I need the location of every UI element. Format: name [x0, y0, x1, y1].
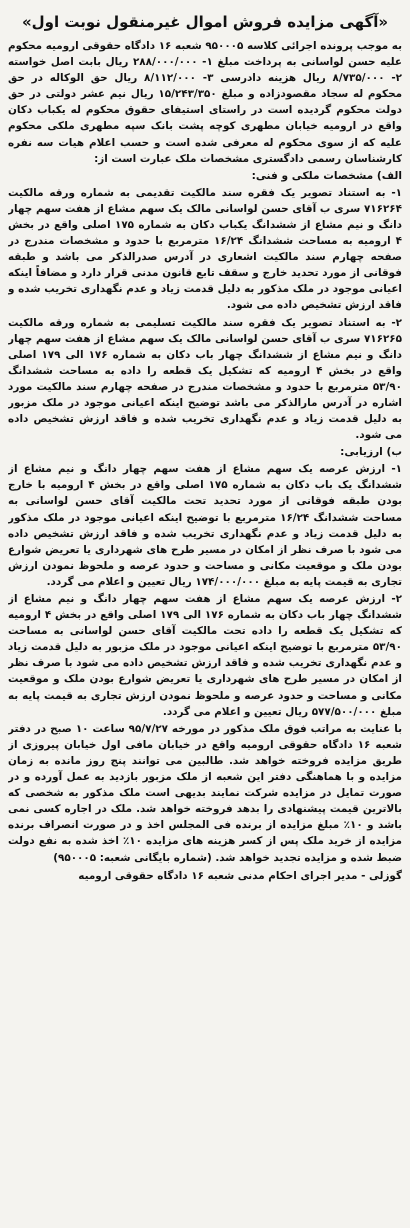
section-a-heading: الف) مشخصات ملکی و فنی: — [251, 169, 402, 182]
section-b-heading: ب) ارزیابی: — [340, 446, 402, 459]
section-b-item-2: ۲- ارزش عرصه یک سهم مشاع از هفت سهم چهار دانگ و نیم مشاع از ششدانگ چهار باب دکان به شماره ۱۷۶ الی ۱۷۹ اصلی واقع در بخش ۴ ارومیه که تشکیل یک قطعه را داده تحت مالکیت آقای حسن لواسانی به مساحت ۵۳/۹۰ مترمربع با توضیح اینکه اعیانی موجود در ملک مزبور به دلیل قدمت زیاد و عدم نگهداری تخریب شده و فاقد ارزش تشخیص داده می شود با صرف نظر از امکان در مسیر طرح های شهرداری یا تعریض شوارع بودن ملک و موقعیت مکانی و مساحت و حدود عرصه و ملحوظ نمودن ارزش تجاری به قیمت پایه به مبلغ ۵۷۷/۵۰۰/۰۰۰ ریال تعیین و اعلام می گردد. — [8, 593, 402, 718]
intro-paragraph: به موجب پرونده اجرائی کلاسه ۹۵۰۰۰۵ شعبه ۱۶ دادگاه حقوقی ارومیه محکوم علیه حسن لواسانی به پرداخت مبلغ ۱- ۲۸۸/۰۰۰/۰۰۰ ریال بابت اصل خواسته ۲- ۸/۷۳۵/۰۰۰ ریال هزینه دادرسی ۳- ۸/۱۱۲/۰۰۰ ریال حق الوکاله در حق محکوم له سجاد مقصودزاده و مبلغ ۱۵/۲۴۳/۳۵۰ ریال نیم عشر دولتی در حق دولت محکوم گردیده است در راستای استیفای حقوق محکوم له یکباب دکان واقع در ارومیه خیابان مطهری کوچه پشت بانک سپه مطهری ملکی محکوم علیه که از سوی محکوم له معرفی شده است و حسب اعلام هیات سه نفره کارشناسان رسمی دادگستری مشخصات ملک عبارت است از: — [8, 40, 402, 165]
notice-title: «آگهی مزایده فروش اموال غیرمنقول نوبت اول» — [21, 13, 389, 31]
newspaper-notice — [8, 8, 402, 1212]
section-b-item-1: ۱- ارزش عرصه یک سهم مشاع از هفت سهم چهار دانگ و نیم مشاع از ششدانگ یک باب دکان به شماره ۱۷۵ اصلی واقع در بخش ۴ ارومیه با خارج بودن طبقه فوقانی از مورد تحدید تحت مالکیت آقای حسن لواسانی به مساحت ششدانگ ۱۶/۲۴ مترمربع با توضیح اینکه اعیانی موجود در ملک مذکور به دلیل قدمت زیاد و عدم نگهداری تخریب شده و فاقد ارزش تشخیص داده می شود با صرف نظر از امکان در مسیر طرح های شهرداری یا تعریض شوارع بودن ملک و موقعیت مکانی و مساحت و حدود عرصه و ملحوظ نمودن ارزش تجاری به قیمت پایه به مبلغ ۱۷۴/۰۰۰/۰۰۰ ریال تعیین و اعلام می گردد. — [8, 463, 402, 588]
section-a-item-2: ۲- به استناد تصویر یک فقره سند مالکیت تسلیمی به شماره ورقه مالکیت ۷۱۶۲۶۵ سری ب آقای حسن لواسانی مالک یک سهم مشاع از هفت سهم چهار دانگ و نیم مشاع از ششدانگ چهار باب دکان به شماره ۱۷۶ الی ۱۷۹ اصلی واقع در بخش ۴ ارومیه که تشکیل یک قطعه را داده به مساحت ششدانگ ۵۳/۹۰ مترمربع با حدود و مشخصات مندرج در صفحه چهارم سند مالکیت مورد اشاره در آدرس مارالذکر می باشد توضیح اینکه اعیانی موجود در ملک مزبور به دلیل قدمت زیاد و عدم نگهداری تخریب شده و فاقد ارزش تشخیص داده می شود. — [8, 316, 402, 442]
signature-line: گوزلی - مدیر اجرای احکام مدنی شعبه ۱۶ دادگاه حقوقی ارومیه — [78, 869, 402, 882]
section-a-item-1: ۱- به استناد تصویر یک فقره سند مالکیت تقدیمی به شماره ورقه مالکیت ۷۱۶۲۶۴ سری ب آقای حسن لواسانی مالک یک سهم مشاع از هفت سهم چهار دانگ و نیم مشاع از ششدانگ یکباب دکان به شماره ۱۷۵ اصلی واقع در بخش ۴ ارومیه به مساحت ششدانگ ۱۶/۲۴ مترمربع با حدود و مشخصات مندرج در صفحه چهارم سند مالکیت اشعاری در آدرس صدرالذکر می باشد و طبقه فوقانی از مورد تحدید خارج و سقف تابع قانون مدنی قرار دارد و مضافاً اینکه اعیانی موجود در ملک مذکور به دلیل قدمت زیاد و عدم نگهداری تخریب شده و فاقد ارزش تشخیص داده می شود. — [8, 186, 402, 312]
closing-paragraph: با عنایت به مراتب فوق ملک مذکور در مورخه ۹۵/۷/۲۷ ساعت ۱۰ صبح در دفتر شعبه ۱۶ دادگاه حقوقی ارومیه واقع در خیابان مافی اول خیابان پیروزی از طریق مزایده فروخته خواهد شد. طالبین می توانند پنج روز مانده به زمان مزایده و با هماهنگی دفتر این شعبه از ملک مزبور بازدید به عمل آورده و در صورت تمایل در مزایده شرکت نمایند بدیهی است ملک مذکور به شخصی که بالاترین قیمت پیشنهادی را بدهد فروخته خواهد شد. ملک در اجاره کسی نمی باشد و ۱۰٪ مبلغ مزایده از برنده فی المجلس اخذ و در صورت انصراف برنده مزایده از خرید ملک پس از کسر هزینه های مزایده ۱۰٪ اخذ شده به نفع دولت ضبط شده و مزایده تجدید خواهد شد. (شماره بایگانی شعبه: ۹۵۰۰۰۵) — [8, 722, 402, 864]
